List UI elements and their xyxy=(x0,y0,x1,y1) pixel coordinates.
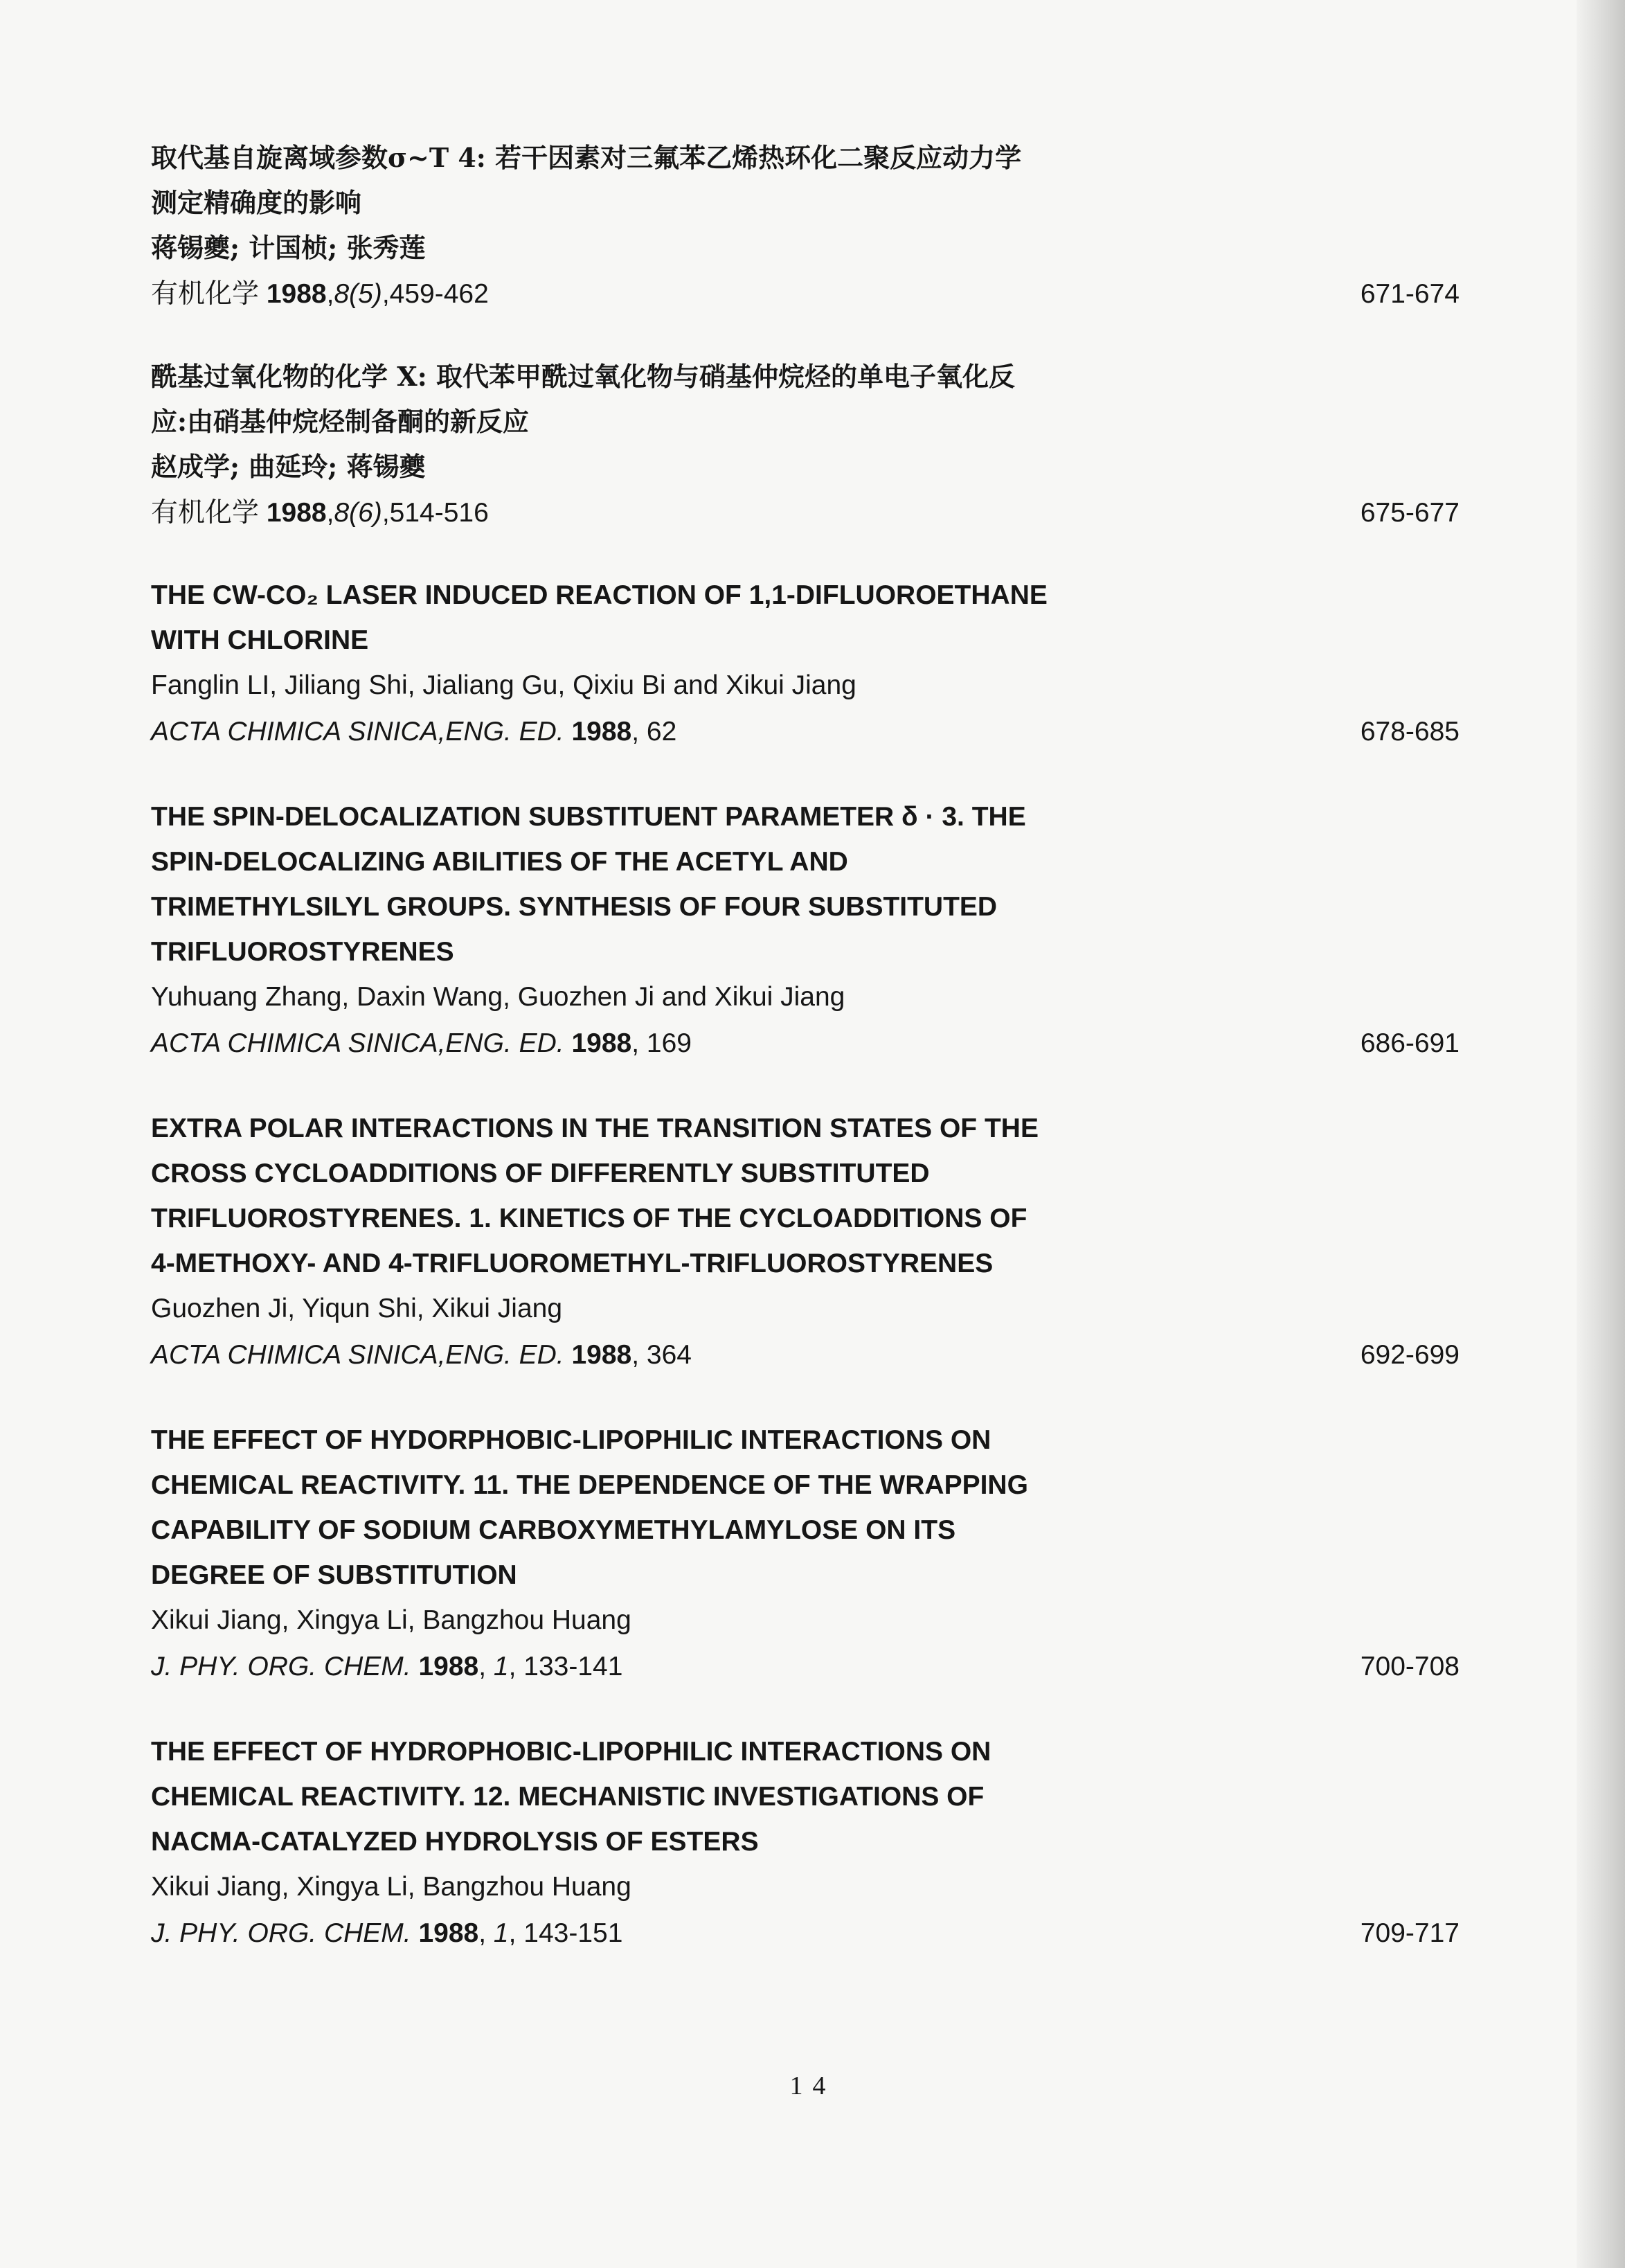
entry-journal: J. PHY. ORG. CHEM. xyxy=(151,1918,411,1948)
entry-collection-pages: 686-691 xyxy=(1360,1028,1460,1058)
entry-source xyxy=(151,1332,1460,1379)
entry-article-pages: ,459-462 xyxy=(381,279,489,309)
entry-title xyxy=(151,1729,1460,1864)
entry-source xyxy=(151,708,1460,756)
bibliography-entry xyxy=(151,135,1460,318)
entry-year: 1988 xyxy=(571,1028,632,1058)
entry-authors: Xikui Jiang, Xingya Li, Bangzhou Huang xyxy=(151,1605,631,1635)
entry-source: 有机化学 1988,8(6),514-516 675-677 xyxy=(151,490,1460,537)
entry-source: J. PHY. ORG. CHEM. 1988, 1, 133-141 700-708 xyxy=(151,1643,1460,1690)
entry-authors: Guozhen Ji, Yiqun Shi, Xikui Jiang xyxy=(151,1294,563,1323)
entry-year: 1988 xyxy=(571,1340,632,1370)
entry-authors: Xikui Jiang, Xingya Li, Bangzhou Huang xyxy=(151,1872,631,1902)
entry-volume: 1 xyxy=(493,1652,509,1681)
entry-article-pages: , 143-151 xyxy=(508,1918,623,1948)
entry-source: 有机化学 1988,8(5),459-462 671-674 xyxy=(151,271,1460,318)
entry-title-line: SPIN-DELOCALIZING ABILITIES OF THE ACETYL AND xyxy=(151,847,848,877)
entry-title xyxy=(151,1418,1460,1598)
entry-article-pages: ,514-516 xyxy=(381,498,489,528)
entry-title-line: 测定精确度的影响 xyxy=(151,187,362,218)
bibliography-entry xyxy=(151,794,1460,1067)
entry-title-line: 4-METHOXY- AND 4-TRIFLUOROMETHYL-TRIFLUOROSTYRENES xyxy=(151,1249,994,1278)
entry-year: 1988 xyxy=(266,279,327,309)
entry-journal: 有机化学 xyxy=(151,497,260,528)
entry-title-line: TRIFLUOROSTYRENES. 1. KINETICS OF THE CYCLOADDITIONS OF xyxy=(151,1204,1027,1233)
entry-collection-pages: 692-699 xyxy=(1360,1340,1460,1370)
entry-title-line: 应:由硝基仲烷烃制备酮的新反应 xyxy=(151,406,530,437)
entry-collection-pages: 700-708 xyxy=(1360,1652,1460,1681)
bibliography-entry xyxy=(151,1729,1460,1957)
entry-article-pages: , 133-141 xyxy=(508,1652,623,1681)
entry-year: 1988 xyxy=(418,1652,479,1681)
entry-collection-pages: 709-717 xyxy=(1360,1918,1460,1948)
entry-journal: J. PHY. ORG. CHEM. xyxy=(151,1652,411,1681)
entry-title-line: CAPABILITY OF SODIUM CARBOXYMETHYLAMYLOSE ON ITS xyxy=(151,1515,956,1545)
entry-journal: 有机化学 xyxy=(151,278,260,310)
entry-journal: ACTA CHIMICA SINICA,ENG. ED. xyxy=(151,1340,564,1370)
page-number: 14 xyxy=(789,2071,836,2100)
entry-title-line: TRIFLUOROSTYRENES xyxy=(151,937,454,967)
entry-source: J. PHY. ORG. CHEM. 1988, 1, 143-151 709-717 xyxy=(151,1910,1460,1957)
bibliography-entry xyxy=(151,1106,1460,1379)
entry-title-line: CROSS CYCLOADDITIONS OF DIFFERENTLY SUBSTITUTED xyxy=(151,1159,930,1188)
entry-title-line: WITH CHLORINE xyxy=(151,625,369,655)
entry-year: 1988 xyxy=(571,717,632,747)
entry-source xyxy=(151,1020,1460,1067)
bibliography-entry xyxy=(151,573,1460,756)
entry-title-line: THE CW-CO₂ LASER INDUCED REACTION OF 1,1-DIFLUOROETHANE xyxy=(151,580,1048,610)
entry-authors: Yuhuang Zhang, Daxin Wang, Guozhen Ji and Xikui Jiang xyxy=(151,982,845,1012)
entry-title xyxy=(151,1106,1460,1286)
entry-year: 1988 xyxy=(418,1918,479,1948)
entry-authors: 赵成学; 曲延玲; 蒋锡夔 xyxy=(151,451,426,482)
entry-collection-pages: 678-685 xyxy=(1360,717,1460,747)
entry-title-line: DEGREE OF SUBSTITUTION xyxy=(151,1560,517,1590)
entry-volume: 8(6) xyxy=(334,498,382,528)
entry-title-line: 取代基自旋离域参数σ~T 4: 若干因素对三氟苯乙烯热环化二聚反应动力学 xyxy=(151,142,1022,173)
entry-title-line: EXTRA POLAR INTERACTIONS IN THE TRANSITION STATES OF THE xyxy=(151,1114,1039,1143)
entry-title-line: THE EFFECT OF HYDROPHOBIC-LIPOPHILIC INTERACTIONS ON xyxy=(151,1737,991,1767)
entry-title-line: TRIMETHYLSILYL GROUPS. SYNTHESIS OF FOUR SUBSTITUTED xyxy=(151,892,998,922)
entry-title-line: 酰基过氧化物的化学 X: 取代苯甲酰过氧化物与硝基仲烷烃的单电子氧化反 xyxy=(151,361,1015,392)
page-edge-shadow xyxy=(1577,0,1625,2268)
bibliography-entry xyxy=(151,354,1460,537)
bibliography-list xyxy=(151,135,1460,1996)
entry-title-line: NACMA-CATALYZED HYDROLYSIS OF ESTERS xyxy=(151,1827,759,1857)
entry-authors: Fanglin LI, Jiliang Shi, Jialiang Gu, Qixiu Bi and Xikui Jiang xyxy=(151,670,856,700)
entry-collection-pages: 671-674 xyxy=(1360,279,1460,309)
entry-article-pages: , 62 xyxy=(631,717,677,747)
entry-title-line: CHEMICAL REACTIVITY. 12. MECHANISTIC INVESTIGATIONS OF xyxy=(151,1782,985,1812)
entry-title xyxy=(151,354,1460,444)
entry-article-pages: , 169 xyxy=(631,1028,692,1058)
entry-year: 1988 xyxy=(266,498,327,528)
entry-title xyxy=(151,573,1460,663)
entry-volume: 8(5) xyxy=(334,279,382,309)
entry-title-line: THE SPIN-DELOCALIZATION SUBSTITUENT PARAMETER δ · 3. THE xyxy=(151,802,1026,832)
bibliography-entry xyxy=(151,1418,1460,1690)
entry-volume: 1 xyxy=(493,1918,509,1948)
entry-authors: 蒋锡夔; 计国桢; 张秀莲 xyxy=(151,232,426,263)
entry-title-line: THE EFFECT OF HYDORPHOBIC-LIPOPHILIC INTERACTIONS ON xyxy=(151,1425,991,1455)
entry-journal: ACTA CHIMICA SINICA,ENG. ED. xyxy=(151,717,564,747)
entry-title xyxy=(151,135,1460,225)
entry-article-pages: , 364 xyxy=(631,1340,692,1370)
entry-title xyxy=(151,794,1460,974)
entry-journal: ACTA CHIMICA SINICA,ENG. ED. xyxy=(151,1028,564,1058)
entry-collection-pages: 675-677 xyxy=(1360,498,1460,528)
entry-title-line: CHEMICAL REACTIVITY. 11. THE DEPENDENCE OF THE WRAPPING xyxy=(151,1470,1028,1500)
